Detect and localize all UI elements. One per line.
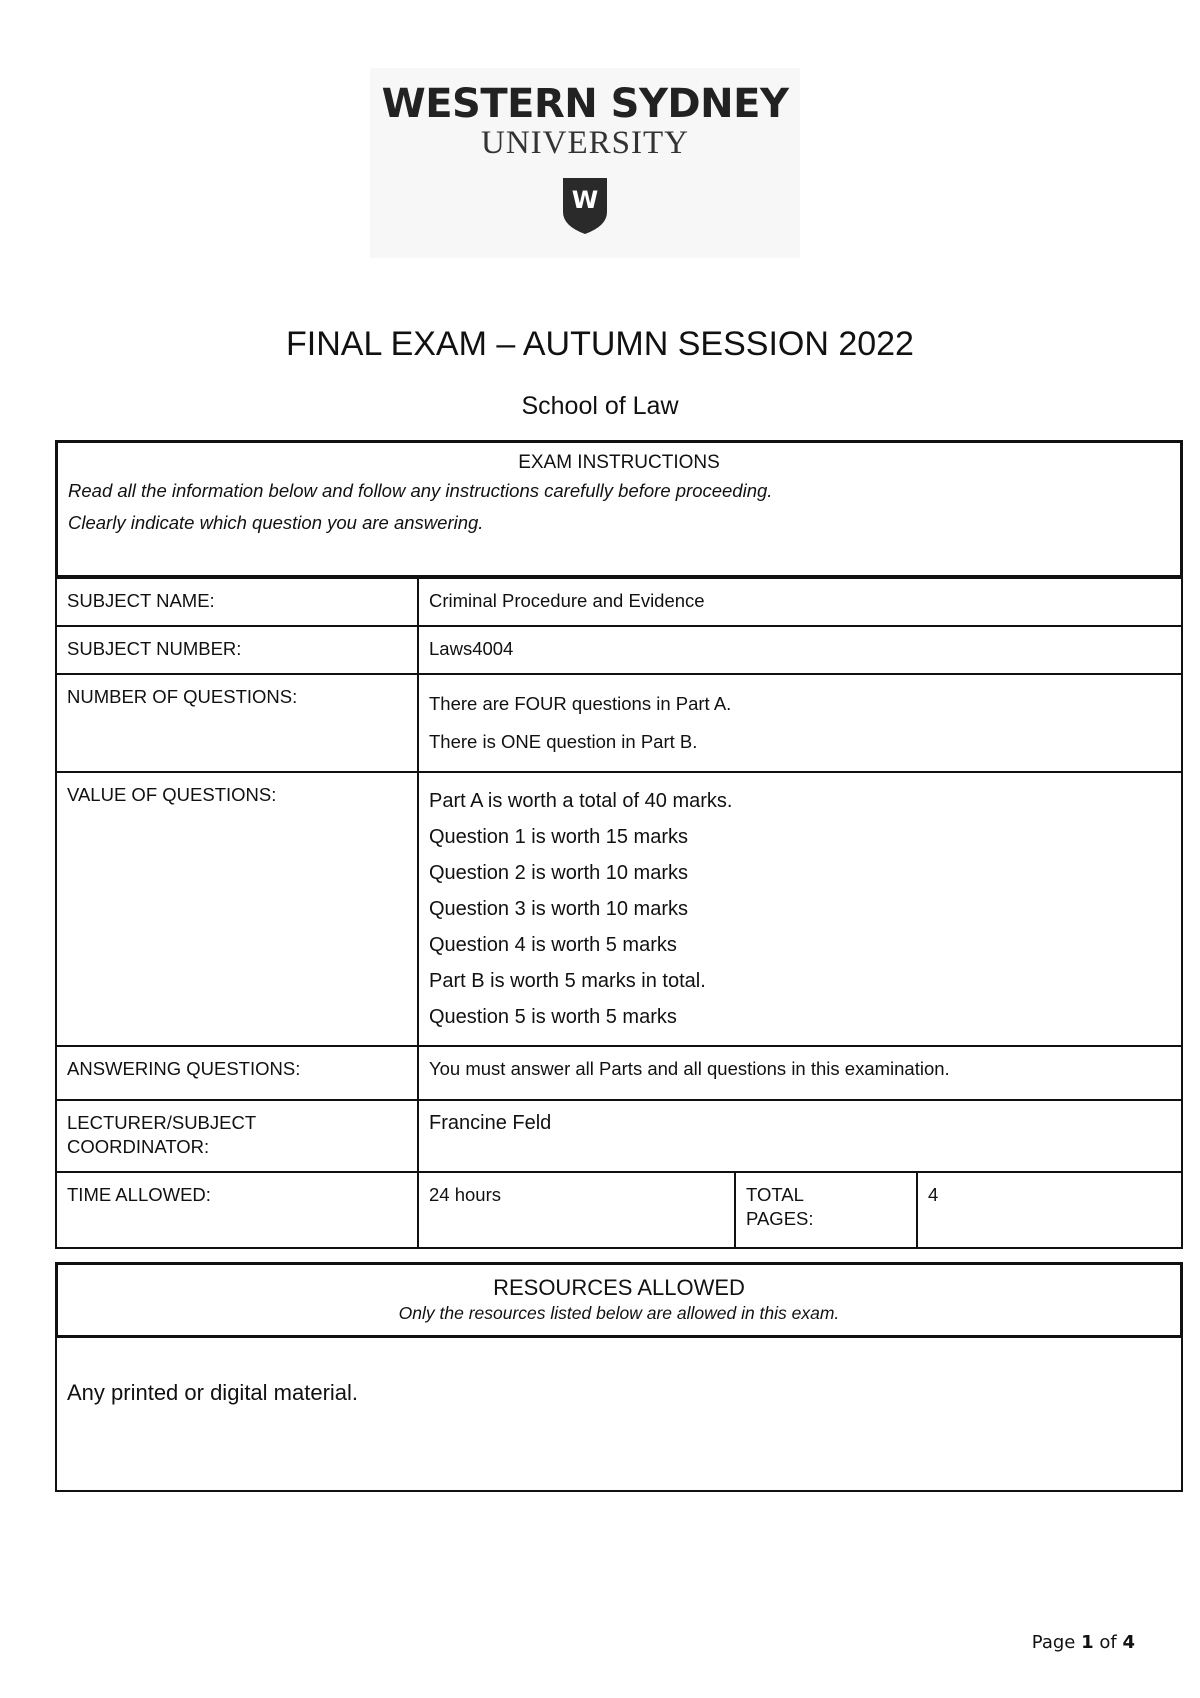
instruction-line: Read all the information below and follow any instructions carefully before proceeding. [68, 480, 773, 501]
instruction-line: Clearly indicate which question you are answering. [68, 512, 484, 533]
school-name: School of Law [521, 392, 679, 420]
value-of-questions-label: VALUE OF QUESTIONS: [56, 772, 418, 1046]
exam-details-table [55, 577, 1183, 1249]
instructions-heading: EXAM INSTRUCTIONS [518, 452, 720, 473]
answering-questions-value: You must answer all Parts and all questions in this examination. [418, 1046, 1182, 1100]
lecturer-label-line: LECTURER/SUBJECT [67, 1112, 257, 1133]
current-page: 1 [1081, 1632, 1094, 1653]
resources-allowed-body [55, 1336, 1183, 1492]
total-pages-value: 4 [917, 1172, 1182, 1248]
exam-instructions-box [55, 440, 1183, 578]
crest-letter: W [571, 186, 599, 214]
value-line: Part B is worth 5 marks in total. [429, 970, 706, 992]
questions-line: There is ONE question in Part B. [429, 731, 698, 752]
total-pages-label [735, 1172, 917, 1248]
resources-allowed-header [55, 1262, 1183, 1338]
value-line: Question 3 is worth 10 marks [429, 898, 688, 920]
table-row [56, 772, 1182, 1046]
lecturer-label-line: COORDINATOR: [67, 1136, 210, 1157]
of-word: of [1099, 1632, 1117, 1653]
value-line: Question 4 is worth 5 marks [429, 934, 677, 956]
value-line: Part A is worth a total of 40 marks. [429, 790, 733, 812]
university-logo [370, 68, 800, 258]
resources-heading: RESOURCES ALLOWED [493, 1275, 745, 1300]
exam-title: FINAL EXAM – AUTUMN SESSION 2022 [286, 325, 914, 363]
value-of-questions-value [418, 772, 1182, 1046]
table-row [56, 1046, 1182, 1100]
time-allowed-value: 24 hours [418, 1172, 735, 1248]
resources-text: Any printed or digital material. [67, 1380, 359, 1405]
table-row [56, 626, 1182, 674]
total-pages-label-line: PAGES: [746, 1208, 814, 1229]
subject-number-value: Laws4004 [418, 626, 1182, 674]
total-pages: 4 [1122, 1632, 1135, 1653]
table-row [56, 674, 1182, 772]
page-word: Page [1031, 1632, 1076, 1653]
subject-number-label: SUBJECT NUMBER: [56, 626, 418, 674]
subject-name-value: Criminal Procedure and Evidence [418, 578, 1182, 626]
lecturer-value: Francine Feld [418, 1100, 1182, 1172]
subject-name-label: SUBJECT NAME: [56, 578, 418, 626]
number-of-questions-value [418, 674, 1182, 772]
number-of-questions-label: NUMBER OF QUESTIONS: [56, 674, 418, 772]
value-line: Question 1 is worth 15 marks [429, 826, 688, 848]
value-line: Question 2 is worth 10 marks [429, 862, 688, 884]
total-pages-label-line: TOTAL [746, 1184, 804, 1205]
page-number [1032, 1632, 1135, 1653]
table-row [56, 1100, 1182, 1172]
table-row [56, 1172, 1182, 1248]
logo-line-1: WESTERN SYDNEY [381, 81, 789, 127]
answering-questions-label: ANSWERING QUESTIONS: [56, 1046, 418, 1100]
questions-line: There are FOUR questions in Part A. [429, 693, 732, 714]
value-line: Question 5 is worth 5 marks [429, 1006, 677, 1028]
lecturer-label [56, 1100, 418, 1172]
resources-subheading: Only the resources listed below are allowed in this exam. [398, 1303, 840, 1323]
table-row [56, 578, 1182, 626]
shield-crest-icon [370, 176, 800, 241]
logo-line-2: UNIVERSITY [481, 125, 689, 161]
time-allowed-label: TIME ALLOWED: [56, 1172, 418, 1248]
